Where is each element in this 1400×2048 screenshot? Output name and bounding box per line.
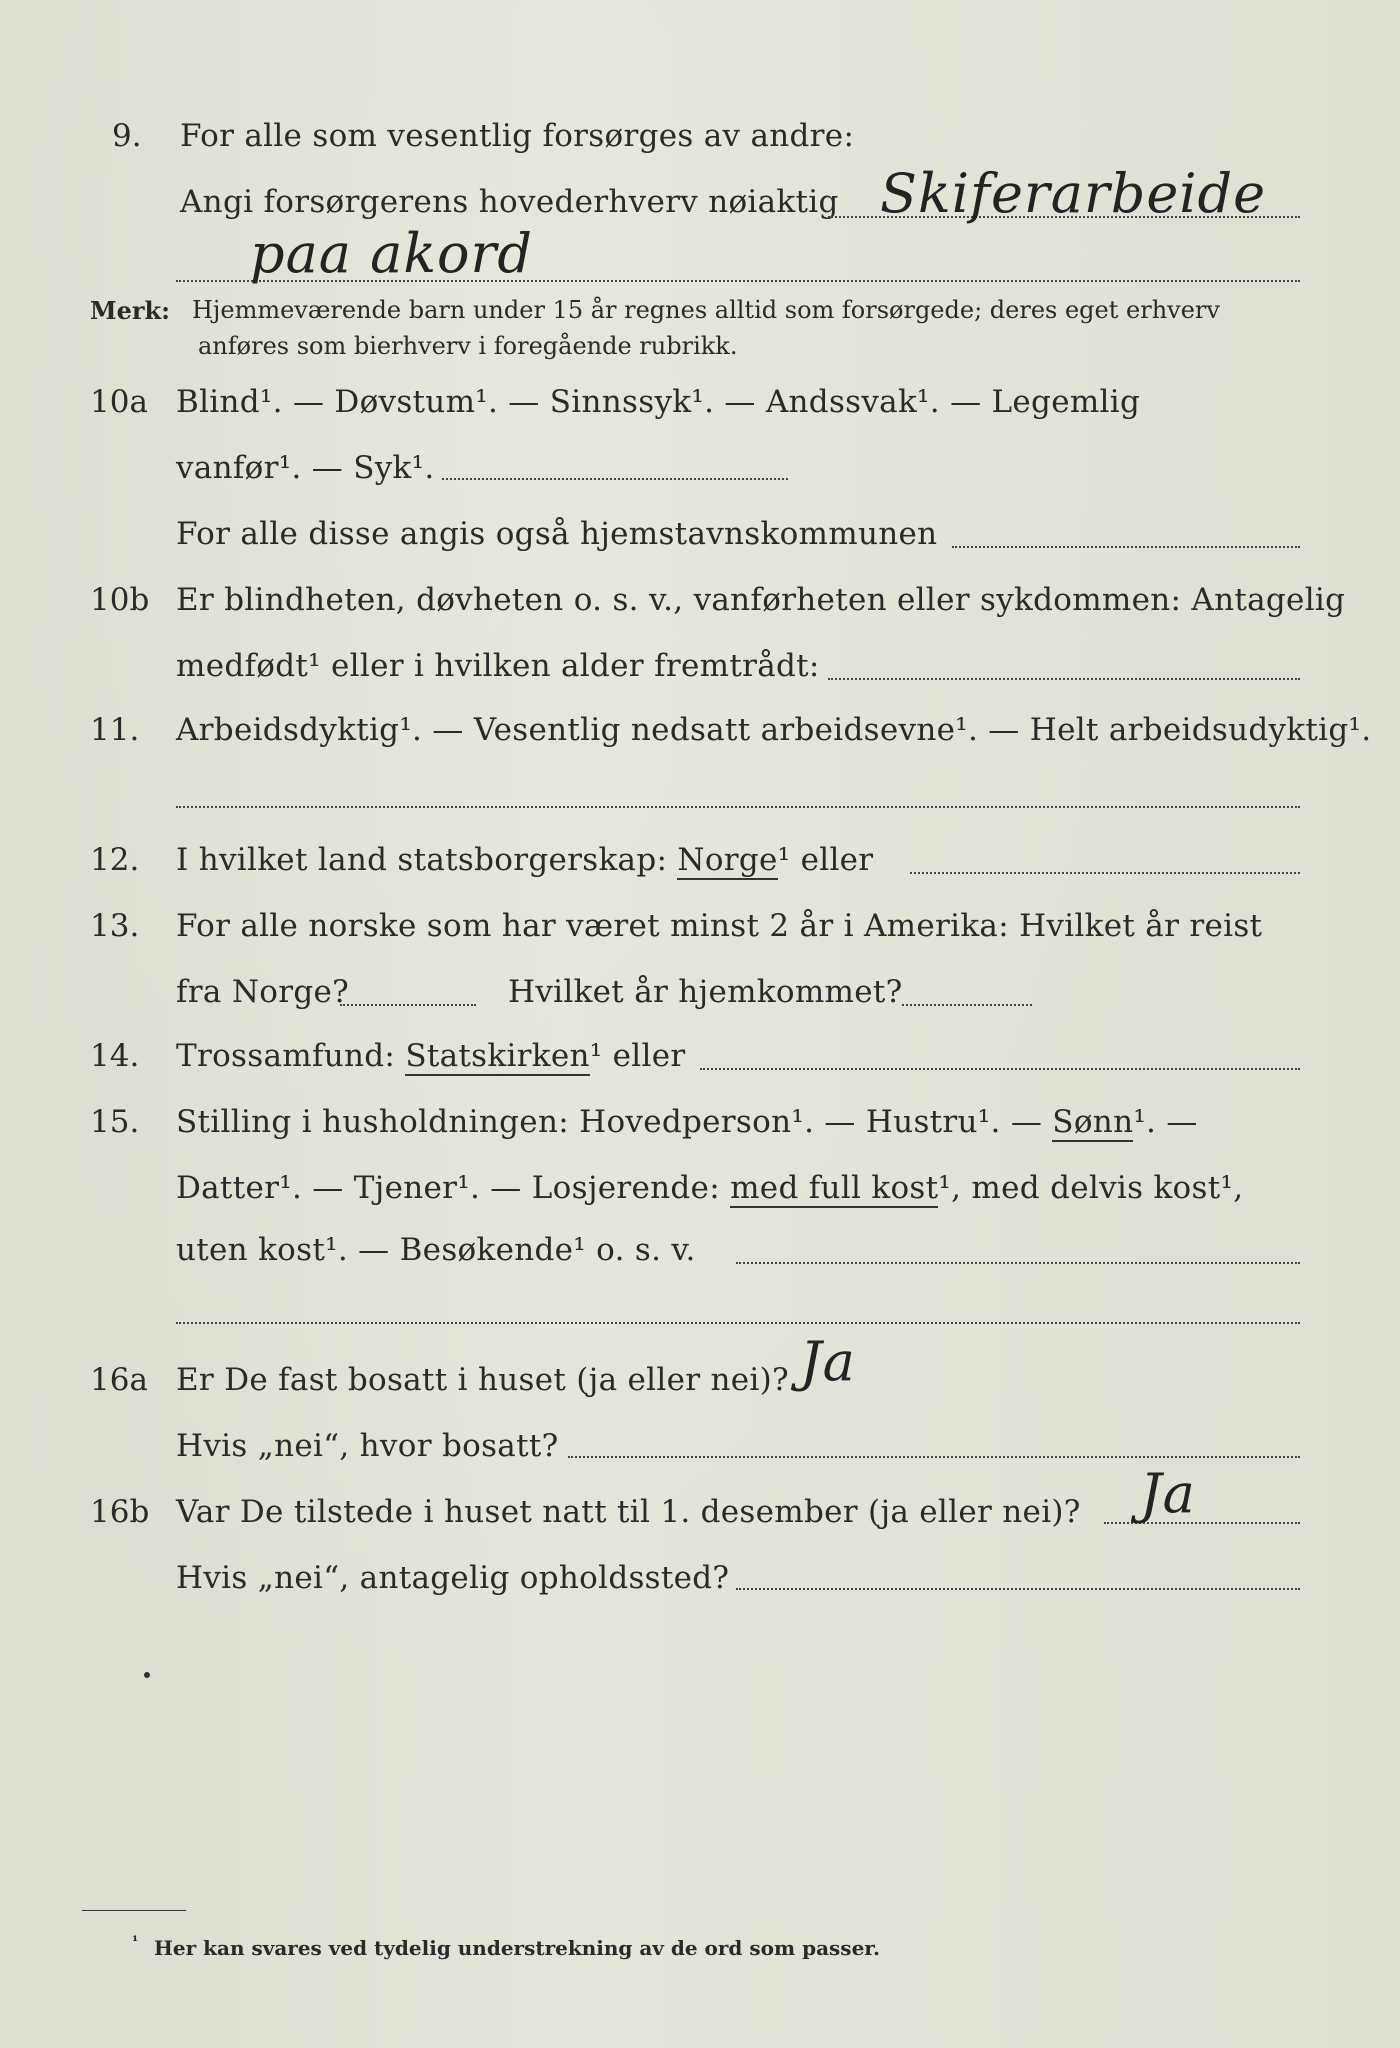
q13-hjemkommet-line — [902, 1004, 1032, 1006]
q12-post: ¹ eller — [777, 842, 874, 878]
q13-line2b: Hvilket år hjemkommet? — [508, 974, 903, 1010]
q10b-answer-line — [828, 678, 1300, 680]
merk-line1: Hjemmeværende barn under 15 år regnes alltid som forsørgede; deres eget erhverv — [192, 296, 1220, 324]
merk-line2: anføres som bierhverv i foregående rubrikk. — [198, 332, 738, 360]
q9-handwritten-answer1: Skiferarbeide — [880, 162, 1267, 225]
q10b-number: 10b — [90, 582, 150, 618]
q15-line2 — [176, 1170, 1243, 1206]
q13-reist-line — [340, 1004, 476, 1006]
q16b-line1: Var De tilstede i huset natt til 1. desember (ja eller nei)? — [176, 1494, 1081, 1530]
ink-dot — [144, 1672, 150, 1678]
q15-line3: uten kost¹. — Besøkende¹ o. s. v. — [176, 1232, 696, 1268]
q11-number: 11. — [90, 712, 140, 748]
footnote-rule — [82, 1910, 186, 1911]
q10a-line3: For alle disse angis også hjemstavnskommunen — [176, 516, 938, 552]
q13-line2a: fra Norge? — [176, 974, 350, 1010]
q15-number: 15. — [90, 1104, 140, 1140]
q14-answer-line — [700, 1068, 1300, 1070]
q10a-syk-line — [442, 478, 788, 480]
merk-label: Merk: — [90, 296, 170, 325]
q11-answer-line — [176, 806, 1300, 808]
q16b-answer-line2 — [736, 1588, 1300, 1590]
q9-line1: For alle som vesentlig forsørges av andre: — [180, 118, 855, 154]
q11-line1: Arbeidsdyktig¹. — Vesentlig nedsatt arbeidsevne¹. — Helt arbeidsudyktig¹. — [176, 712, 1372, 748]
q12-choice-underlined: Norge — [677, 842, 778, 878]
q10b-line2: medfødt¹ eller i hvilken alder fremtrådt: — [176, 648, 820, 684]
q16a-number: 16a — [90, 1362, 148, 1398]
q9-line2: Angi forsørgerens hovederhverv nøiaktig — [180, 184, 839, 220]
q15-line2-post: ¹, med delvis kost¹, — [938, 1170, 1244, 1206]
q10a-number: 10a — [90, 384, 148, 420]
q15-choice-full-kost: med full kost — [730, 1170, 939, 1206]
q15-line1 — [176, 1104, 1198, 1140]
q16a-answer-line — [568, 1456, 1300, 1458]
q15-line1-pre: Stilling i husholdningen: Hovedperson¹. — Hustru¹. — — [176, 1104, 1043, 1140]
q12-text — [176, 842, 873, 878]
q12-number: 12. — [90, 842, 140, 878]
q15-answer-line2 — [176, 1322, 1300, 1324]
q10a-hjemstavn-line — [952, 546, 1300, 548]
q13-line1: For alle norske som har været minst 2 år i Amerika: Hvilket år reist — [176, 908, 1263, 944]
q10b-line1: Er blindheten, døvheten o. s. v., vanførheten eller sykdommen: Antagelig — [176, 582, 1346, 618]
q10a-line2: vanfør¹. — Syk¹. — [176, 450, 435, 486]
q14-number: 14. — [90, 1038, 140, 1074]
q10a-line1: Blind¹. — Døvstum¹. — Sinnssyk¹. — Andssvak¹. — Legemlig — [176, 384, 1141, 420]
q14-post: ¹ eller — [589, 1038, 686, 1074]
q15-answer-line1 — [736, 1262, 1300, 1264]
q13-number: 13. — [90, 908, 140, 944]
q16a-line1: Er De fast bosatt i huset (ja eller nei)? — [176, 1362, 789, 1398]
q14-text — [176, 1038, 686, 1074]
footnote-text: Her kan svares ved tydelig understrekning av de ord som passer. — [154, 1936, 880, 1960]
q15-choice-sonn: Sønn — [1052, 1104, 1134, 1140]
q16b-handwritten-answer: Ja — [1140, 1462, 1196, 1525]
q16a-line2: Hvis „nei“, hvor bosatt? — [176, 1428, 559, 1464]
q9-number: 9. — [112, 118, 142, 154]
q15-line1-post: ¹. — — [1133, 1104, 1198, 1140]
q16b-line2: Hvis „nei“, antagelig opholdssted? — [176, 1560, 730, 1596]
q16a-handwritten-answer: Ja — [800, 1330, 856, 1393]
q12-pre: I hvilket land statsborgerskap: — [176, 842, 668, 878]
q14-choice-underlined: Statskirken — [405, 1038, 590, 1074]
q15-line2-pre: Datter¹. — Tjener¹. — Losjerende: — [176, 1170, 720, 1206]
q12-answer-line — [910, 872, 1300, 874]
q14-pre: Trossamfund: — [176, 1038, 396, 1074]
footnote-mark: ¹ — [132, 1934, 139, 1950]
q16b-answer-line1 — [1104, 1522, 1300, 1524]
q16b-number: 16b — [90, 1494, 150, 1530]
q9-handwritten-answer2: paa akord — [250, 222, 533, 285]
